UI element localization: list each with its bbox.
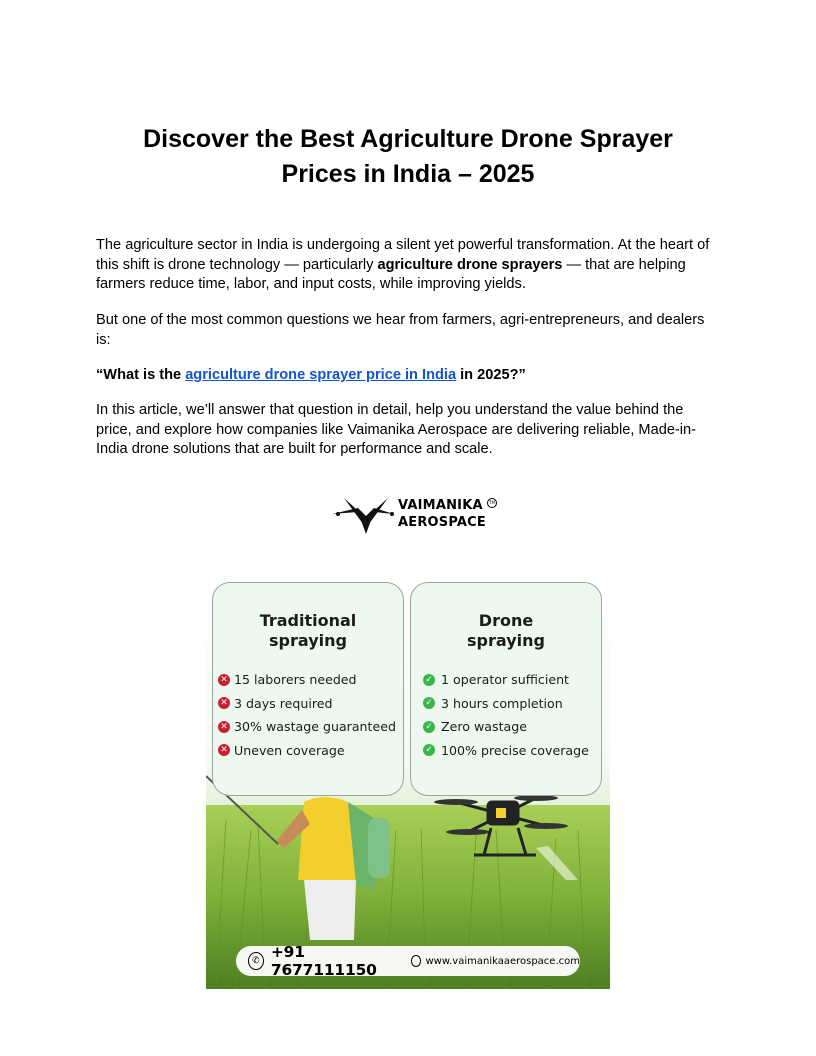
list-item-text: 15 laborers needed: [234, 672, 357, 688]
list-item-text: 100% precise coverage: [441, 742, 589, 758]
list-item-text: 3 hours completion: [441, 695, 563, 711]
list-item: [218, 692, 403, 716]
intro-paragraph: [96, 236, 722, 295]
list-item: [423, 692, 608, 716]
cross-icon: ✕: [218, 744, 230, 756]
question-intro-paragraph: But one of the most common questions we hear from farmers, agri-entrepreneurs, and dealers is:: [96, 312, 705, 348]
logo-line-1: VAIMANIKA: [398, 498, 483, 513]
list-item: [423, 739, 608, 763]
intro-text-before: The agriculture sector in India is undergoing a silent yet powerful transformation. At the heart of this shift is drone technology — particularly: [96, 237, 710, 273]
traditional-title-line-2: spraying: [269, 631, 347, 650]
list-item: [218, 739, 403, 763]
check-icon: ✓: [423, 744, 435, 756]
page-title: [90, 122, 726, 192]
check-icon: ✓: [423, 697, 435, 709]
drone-title-line-1: Drone: [478, 611, 534, 630]
drone-title-line-2: spraying: [467, 631, 545, 650]
question-paragraph: [96, 366, 722, 386]
drone-list: [423, 668, 608, 762]
comparison-infographic: [206, 580, 610, 989]
question-after: in 2025?”: [456, 367, 526, 383]
title-line-1: Discover the Best Agriculture Drone Sprayer: [143, 125, 673, 153]
website-url: www.vaimanikaaerospace.com: [425, 955, 580, 967]
check-icon: ✓: [423, 721, 435, 733]
intro-bold-term: agriculture drone sprayers: [377, 256, 563, 273]
list-item: [218, 668, 403, 692]
list-item: [218, 715, 403, 739]
phone-icon: ✆: [248, 952, 264, 970]
trademark-mark: TM: [487, 498, 497, 508]
logo-line-2: AEROSPACE: [398, 515, 486, 530]
traditional-card-title: [213, 611, 403, 651]
phone-number: +91 7677111150: [270, 943, 377, 979]
vaimanika-logo-text: [398, 497, 486, 531]
cross-icon: ✕: [218, 674, 230, 686]
intro-text-after: — that are helping farmers reduce time, labor, and input costs, while improving yields.: [96, 256, 686, 292]
drone-spraying-card: [410, 582, 602, 796]
list-item-text: 1 operator sufficient: [441, 672, 569, 688]
globe-icon: [411, 955, 422, 967]
traditional-spraying-card: [212, 582, 404, 796]
contact-bar: [236, 943, 580, 979]
list-item-text: 30% wastage guaranteed: [234, 719, 396, 735]
question-before: “What is the: [96, 367, 186, 383]
list-item-text: Uneven coverage: [234, 742, 345, 758]
article-intro-paragraph: In this article, we’ll answer that question in detail, help you understand the value behind the price, and explore how companies like Vaimanika Aerospace are delivering reliable, Made-in-India drone solutions that are built for performance and scale.: [96, 402, 697, 457]
list-item: [423, 715, 608, 739]
price-link[interactable]: agriculture drone sprayer price in India: [185, 367, 457, 383]
traditional-title-line-1: Traditional: [259, 611, 357, 630]
list-item-text: 3 days required: [234, 695, 333, 711]
list-item-text: Zero wastage: [441, 719, 527, 735]
drone-card-title: [411, 611, 601, 651]
list-item: [423, 668, 608, 692]
cross-icon: ✕: [218, 721, 230, 733]
cross-icon: ✕: [218, 697, 230, 709]
traditional-list: [218, 668, 403, 762]
title-line-2: Prices in India – 2025: [281, 160, 535, 188]
check-icon: ✓: [423, 674, 435, 686]
